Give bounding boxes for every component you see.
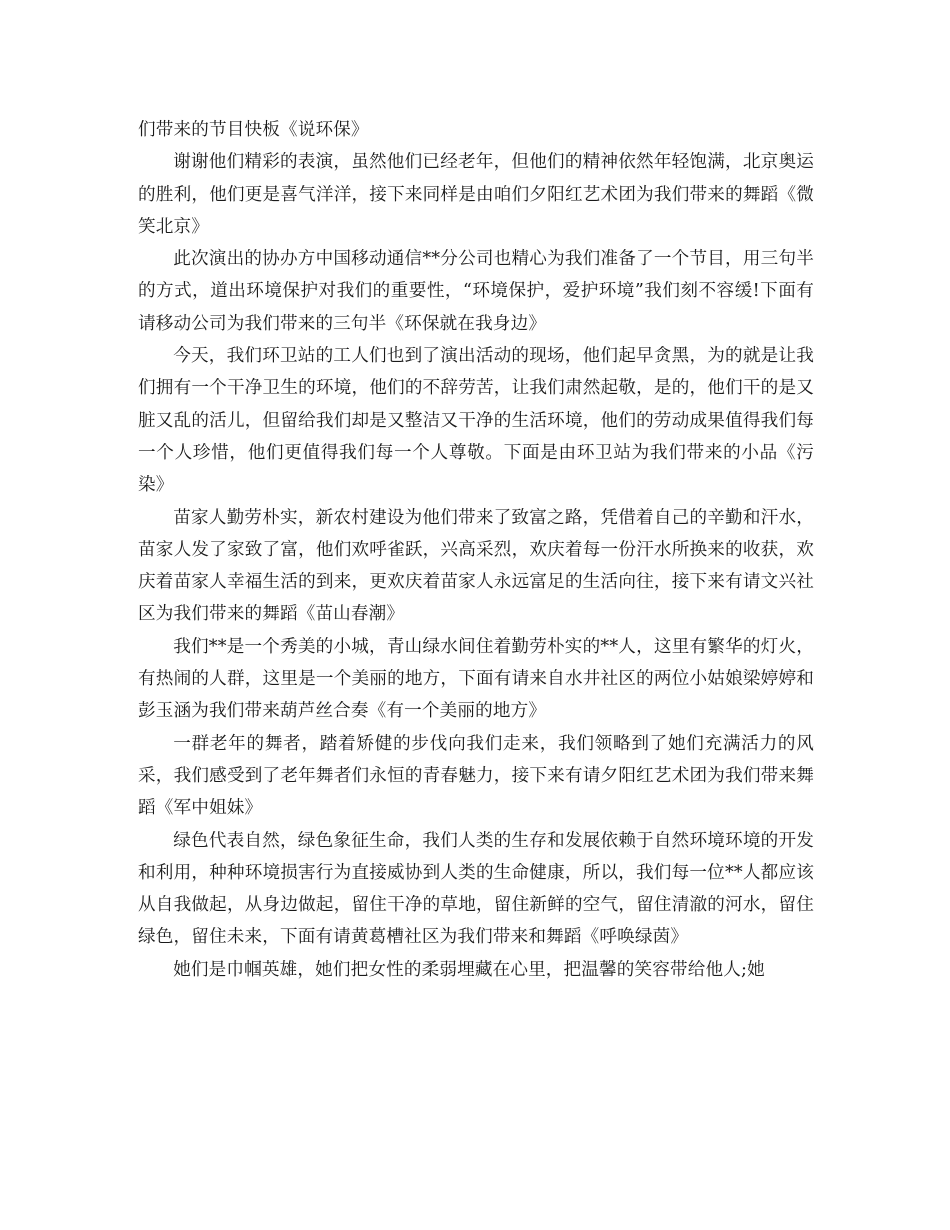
paragraph: 绿色代表自然，绿色象征生命，我们人类的生存和发展依赖于自然环境环境的开发和利用，种种环境损害行为直接威协到人类的生命健康，所以，我们每一位**人都应该从自我做起，从身边做起，留住干净的草地，留住新鲜的空气，留住清澈的河水，留住绿色，留住未来，下面有请黄葛槽社区为我们带来和舞蹈《呼唤绿茵》 (138, 830, 814, 948)
paragraph: 我们**是一个秀美的小城，青山绿水间住着勤劳朴实的**人，这里有繁华的灯火，有热闹的人群，这里是一个美丽的地方，下面有请来自水井社区的两位小姑娘梁婷婷和彭玉涵为我们带来葫芦丝合奏《有一个美丽的地方》 (138, 636, 814, 722)
paragraph: 苗家人勤劳朴实，新农村建设为他们带来了致富之路，凭借着自己的辛勤和汗水，苗家人发了家致了富，他们欢呼雀跃，兴高采烈，欢庆着每一份汗水所换来的收获，欢庆着苗家人幸福生活的到来，更欢庆着苗家人永远富足的生活向往，接下来有请文兴社区为我们带来的舞蹈《苗山春潮》 (138, 507, 814, 625)
paragraph: 此次演出的协办方中国移动通信**分公司也精心为我们准备了一个节目，用三句半的方式，道出环境保护对我们的重要性，“环境保护，爱护环境”我们刻不容缓!下面有请移动公司为我们带来的三句半《环保就在我身边》 (138, 249, 814, 334)
paragraph: 一群老年的舞者，踏着矫健的步伐向我们走来，我们领略到了她们充满活力的风采，我们感受到了老年舞者们永恒的青春魅力，接下来有请夕阳红艺术团为我们带来舞蹈《军中姐妹》 (138, 733, 814, 819)
document-body (138, 114, 814, 986)
paragraph: 她们是巾帼英雄，她们把女性的柔弱埋藏在心里，把温馨的笑容带给他人;她 (173, 959, 765, 980)
paragraph-continuation: 们带来的节目快板《说环保》 (138, 120, 369, 140)
paragraph: 今天，我们环卫站的工人们也到了演出活动的现场，他们起早贪黑，为的就是让我们拥有一个干净卫生的环境，他们的不辞劳苦，让我们肃然起敬，是的，他们干的是又脏又乱的活儿，但留给我们却是又整洁又干净的生活环境，他们的劳动成果值得我们每一个人珍惜，他们更值得我们每一个人尊敬。下面是由环卫站为我们带来的小品《污染》 (138, 346, 814, 496)
paragraph: 谢谢他们精彩的表演，虽然他们已经老年，但他们的精神依然年轻饱满，北京奥运的胜利，他们更是喜气洋洋，接下来同样是由咱们夕阳红艺术团为我们带来的舞蹈《微笑北京》 (138, 152, 814, 237)
